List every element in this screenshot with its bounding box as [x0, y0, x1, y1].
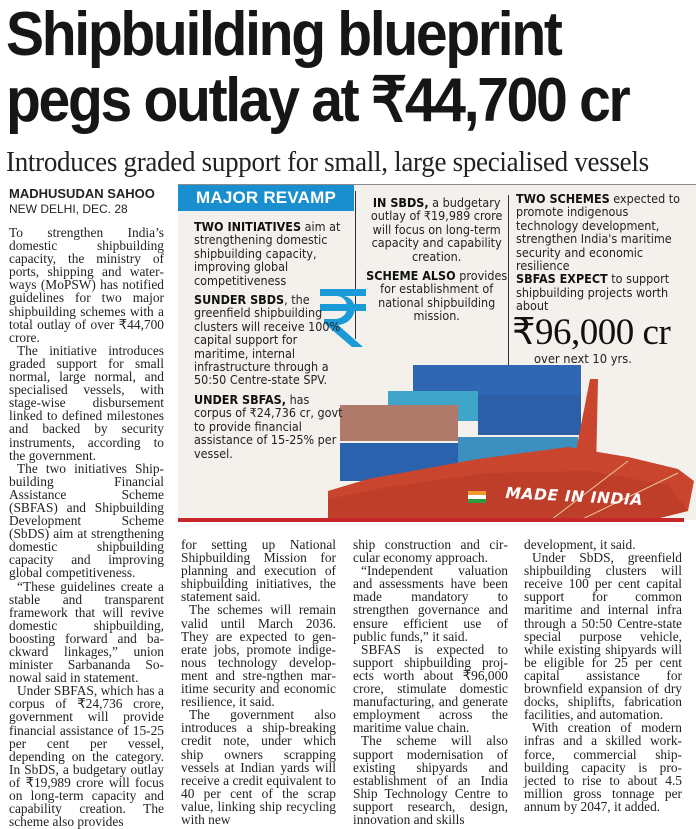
article-column-4: [524, 538, 682, 813]
big-amount-figure: ₹96,000 cr: [512, 312, 671, 353]
india-flag-icon: [468, 491, 486, 503]
paragraph: With creation of modern infras and a skilled workforce, commercial shipbuilding capacity is projected to rise to about 4.5 million gross tonnage per annum by 2047, it added.: [524, 720, 682, 814]
paragraph: Under SBFAS, which has a corpus of ₹24,736 crore, government will provide financial assistance of 15-25 per cent per vessel, depending on the category. In SbDS, a budgetary outlay of ₹19,989 crore will focus on long-term capacity and capability creation. The scheme also provides: [9, 683, 164, 829]
paragraph: for setting up National Shipbuilding Mission for planning and execution of shipbuilding initiatives, the statement said.: [181, 537, 336, 605]
headline-line-1: Shipbuilding blueprint: [6, 0, 561, 69]
graphic-point: SBFAS EXPECT to support shipbuilding projects worth about: [516, 272, 670, 314]
paragraph: The scheme will also support modernisation of existing shipyards and establishment of an India Ship Technology Centre to support research, design, innovation and skills: [353, 733, 508, 827]
graphic-point: UNDER SBFAS, has corpus of ₹24,736 cr, govt to provide financial assistance of 15-25% per vessel.: [194, 392, 343, 461]
paragraph: The government also introduces a ship-breaking credit note, under which ship owners scrapping vessels at Indian yards will receive a credit equivalent to 40 per cent of the scrap value, linking ship recycling with new: [181, 707, 336, 827]
graphic-point: SCHEME ALSO provides for establishment of national shipbuilding mission.: [366, 269, 508, 324]
graphic-point: IN SBDS, a budgetary outlay of ₹19,989 crore will focus on long-term capacity and capability creation.: [370, 196, 503, 264]
paragraph: “These guidelines create a stable and transparent framework that will revive domestic shipbuilding, boosting forward and backward linkages,” union minister Sarbananda Sonowal said in statement.: [9, 578, 164, 686]
byline: MADHUSUDAN SAHOO: [9, 186, 155, 201]
headline: [6, 2, 641, 134]
infographic-box: [178, 185, 696, 520]
subheadline: Introduces graded support for small, large specialised vessels: [6, 146, 649, 178]
paragraph: ship construction and circular economy approach.: [353, 537, 508, 566]
paragraph: Under SbDS, greenfield shipbuilding clusters will receive 100 per cent capital support for common maritime and internal infra through a 50:50 Centre-state special purpose vehicle, while existing shipyards will be eligible for 25 per cent capital assistance for brownfield expansion of dry docks, shiplifts, fabrication facilities, and automation.: [524, 550, 682, 723]
container-brown: [340, 405, 458, 441]
paragraph: The two initiatives Shipbuilding Financial Assistance Scheme (SBFAS) and Shipbuilding Development Scheme (SbDS) aim at strengthening domestic shipbuilding capacity and improving global competitiveness.: [9, 460, 164, 581]
article-column-1: [9, 226, 164, 828]
article-column-3: [353, 538, 508, 826]
graphic-column-middle: [364, 197, 509, 330]
graphic-point: TWO SCHEMES expected to promote indigenous technology development, strengthen India's maritime security and economic resilience: [516, 192, 681, 274]
paragraph: The initiative introduces graded support for small normal, large normal, and specialised vessels, with stage-wise disbursement linked to defined milestones and backed by security instruments, according to the government.: [9, 342, 164, 463]
major-revamp-tag: MAJOR REVAMP: [178, 185, 354, 211]
graphic-point: SUNDER SBDS, the greenfield shipbuilding clusters will receive 100% capital support for maritime, internal infrastructure through a 50:50 Centre-state SPV.: [194, 293, 341, 388]
made-in-india-label: MADE IN INDIA: [505, 484, 644, 510]
container-blue-mid: [478, 395, 581, 435]
article-column-2: [181, 538, 336, 826]
graphic-column-left: [194, 221, 350, 467]
paragraph: “Independent valuation and assessments have been made mandatory to strengthen governance and ensure efficient use of public funds,” it said.: [353, 563, 508, 644]
graphic-bottom-rule: [178, 518, 684, 522]
paragraph: The schemes will remain valid until March 2036. They are expected to generate jobs, promote indigenous technology development and stre-ngthen maritime security and economic resilience, it said.: [181, 602, 336, 710]
graphic-column-right: [516, 193, 691, 320]
big-amount-note: over next 10 yrs.: [534, 351, 632, 366]
paragraph: SBFAS is expected to support shipbuilding projects worth about ₹96,000 crore, stimulate domestic manufacturing, and generate employment across the maritime value chain.: [353, 641, 508, 736]
dateline: NEW DELHI, DEC. 28: [9, 202, 128, 216]
paragraph: To strengthen India’s domestic shipbuilding capacity, the ministry of ports, shipping and waterways (MoPSW) has notified guidelines for two major shipbuilding schemes with a total outlay of over ₹44,700 crore.: [9, 225, 164, 345]
headline-line-2: pegs outlay at ₹44,700 cr: [6, 66, 629, 135]
graphic-point: TWO INITIATIVES aim at strengthening domestic shipbuilding capacity, improving global competitiveness: [194, 220, 341, 288]
paragraph: development, it said.: [524, 537, 636, 552]
